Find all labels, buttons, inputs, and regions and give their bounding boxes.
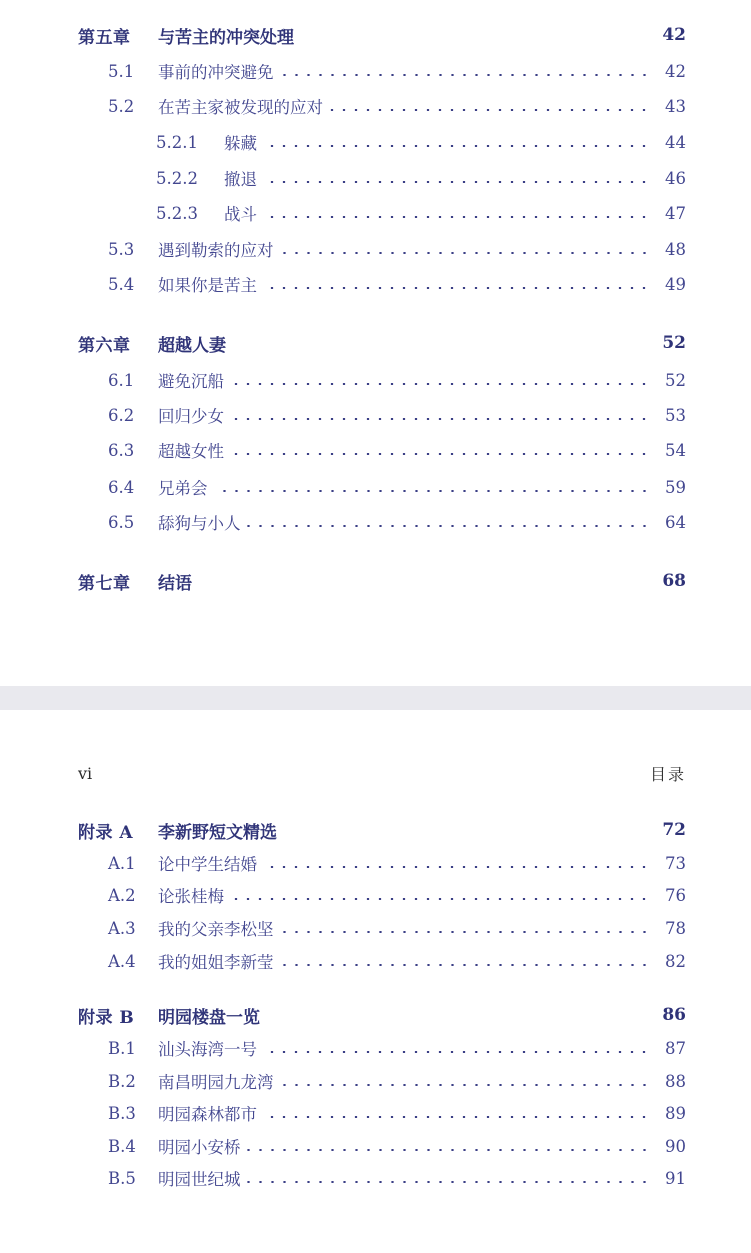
page-number: 89 bbox=[665, 1103, 686, 1123]
toc-section-entry[interactable] bbox=[78, 883, 686, 907]
dot-leader bbox=[329, 109, 650, 111]
toc-section-entry[interactable] bbox=[78, 1036, 686, 1060]
toc-chapter-entry[interactable] bbox=[78, 331, 686, 355]
toc-section-entry[interactable] bbox=[78, 438, 686, 462]
page-number: 47 bbox=[665, 203, 686, 223]
chapter-title: 与苦主的冲突处理 bbox=[158, 27, 294, 48]
page-number: 42 bbox=[662, 25, 686, 45]
page-number: 78 bbox=[665, 918, 686, 938]
section-title: 遇到勒索的应对 bbox=[158, 241, 274, 260]
appendix-number: 附录 B bbox=[78, 1007, 135, 1028]
page-number: 52 bbox=[665, 370, 686, 390]
section-title: 汕头海湾一号 bbox=[158, 1040, 257, 1059]
section-title: 超越女性 bbox=[158, 442, 224, 461]
toc-section-entry[interactable] bbox=[78, 475, 686, 499]
page-number: 43 bbox=[665, 96, 686, 116]
toc-appendix-entry[interactable] bbox=[78, 818, 686, 842]
section-title: 回归少女 bbox=[158, 407, 224, 426]
section-number: B.2 bbox=[108, 1071, 136, 1091]
section-number: B.3 bbox=[108, 1103, 136, 1123]
page-number: 87 bbox=[665, 1038, 686, 1058]
section-title: 论中学生结婚 bbox=[158, 855, 257, 874]
toc-section-entry[interactable] bbox=[78, 916, 686, 940]
dot-leader bbox=[230, 898, 650, 900]
section-number: B.1 bbox=[108, 1038, 136, 1058]
page-number: 76 bbox=[665, 885, 686, 905]
page-number: 59 bbox=[665, 477, 686, 497]
subsection-title: 战斗 bbox=[224, 205, 257, 224]
section-number: 6.2 bbox=[108, 405, 135, 425]
toc-section-entry[interactable] bbox=[78, 949, 686, 973]
dot-leader bbox=[280, 964, 651, 966]
section-number: A.2 bbox=[108, 885, 136, 905]
toc-subsection-entry[interactable] bbox=[78, 201, 686, 225]
section-title: 明园小安桥 bbox=[158, 1138, 241, 1157]
page-separator bbox=[0, 686, 751, 710]
section-title: 在苦主家被发现的应对 bbox=[158, 98, 323, 117]
toc-chapter-entry[interactable] bbox=[78, 569, 686, 593]
section-number: 5.4 bbox=[108, 274, 135, 294]
section-number: A.1 bbox=[108, 853, 136, 873]
subsection-title: 躲藏 bbox=[224, 134, 257, 153]
chapter-number: 第七章 bbox=[78, 573, 131, 594]
toc-section-entry[interactable] bbox=[78, 510, 686, 534]
section-title: 兄弟会 bbox=[158, 479, 208, 498]
appendix-number: 附录 A bbox=[78, 822, 134, 843]
appendix-title: 明园楼盘一览 bbox=[158, 1007, 260, 1028]
dot-leader bbox=[280, 252, 651, 254]
page-number: 42 bbox=[665, 61, 686, 81]
page-number: 88 bbox=[665, 1071, 686, 1091]
toc-section-entry[interactable] bbox=[78, 1134, 686, 1158]
section-title: 明园森林都市 bbox=[158, 1105, 257, 1124]
page-number: 48 bbox=[665, 239, 686, 259]
section-number: B.5 bbox=[108, 1168, 136, 1188]
chapter-number: 第六章 bbox=[78, 335, 131, 356]
section-number: A.3 bbox=[108, 918, 136, 938]
section-number: 6.5 bbox=[108, 512, 135, 532]
chapter-number: 第五章 bbox=[78, 27, 131, 48]
page-number: 91 bbox=[665, 1168, 686, 1188]
dot-leader bbox=[263, 1051, 650, 1053]
dot-leader bbox=[230, 418, 650, 420]
chapter-title: 结语 bbox=[158, 573, 192, 594]
toc-appendix-entry[interactable] bbox=[78, 1003, 686, 1027]
toc-section-entry[interactable] bbox=[78, 1069, 686, 1093]
section-number: 6.4 bbox=[108, 477, 135, 497]
header-section-title: 目录 bbox=[649, 764, 686, 784]
page-number: 46 bbox=[665, 168, 686, 188]
toc-chapter-entry[interactable] bbox=[78, 23, 686, 47]
page-number: 82 bbox=[665, 951, 686, 971]
toc-section-entry[interactable] bbox=[78, 94, 686, 118]
page-number: 53 bbox=[665, 405, 686, 425]
page-number: 52 bbox=[662, 333, 686, 353]
dot-leader bbox=[263, 145, 650, 147]
dot-leader bbox=[247, 1149, 651, 1151]
toc-section-entry[interactable] bbox=[78, 1166, 686, 1190]
page-number: 49 bbox=[665, 274, 686, 294]
subsection-number: 5.2.1 bbox=[156, 132, 198, 152]
dot-leader bbox=[263, 216, 650, 218]
dot-leader bbox=[263, 181, 650, 183]
page-number: 90 bbox=[665, 1136, 686, 1156]
section-title: 事前的冲突避免 bbox=[158, 63, 274, 82]
section-title: 如果你是苦主 bbox=[158, 276, 257, 295]
page-roman-number: vi bbox=[78, 763, 93, 783]
dot-leader bbox=[247, 525, 651, 527]
toc-section-entry[interactable] bbox=[78, 237, 686, 261]
appendix-title: 李新野短文精选 bbox=[158, 822, 277, 843]
chapter-title: 超越人妻 bbox=[158, 335, 226, 356]
page-number: 72 bbox=[662, 820, 686, 840]
page-number: 68 bbox=[662, 571, 686, 591]
dot-leader bbox=[263, 287, 650, 289]
page-number: 86 bbox=[662, 1005, 686, 1025]
dot-leader bbox=[263, 866, 650, 868]
toc-subsection-entry[interactable] bbox=[78, 166, 686, 190]
toc-section-entry[interactable] bbox=[78, 59, 686, 83]
section-title: 论张桂梅 bbox=[158, 887, 224, 906]
page-number: 54 bbox=[665, 440, 686, 460]
toc-section-entry[interactable] bbox=[78, 272, 686, 296]
subsection-number: 5.2.2 bbox=[156, 168, 198, 188]
section-title: 我的父亲李松坚 bbox=[158, 920, 274, 939]
section-title: 避免沉船 bbox=[158, 372, 224, 391]
section-number: 5.3 bbox=[108, 239, 135, 259]
section-number: A.4 bbox=[108, 951, 136, 971]
running-header bbox=[78, 762, 686, 784]
dot-leader bbox=[263, 1116, 650, 1118]
section-number: 5.2 bbox=[108, 96, 135, 116]
section-title: 我的姐姐李新莹 bbox=[158, 953, 274, 972]
subsection-number: 5.2.3 bbox=[156, 203, 198, 223]
dot-leader bbox=[280, 74, 651, 76]
section-number: 6.3 bbox=[108, 440, 135, 460]
dot-leader bbox=[214, 490, 651, 492]
toc-section-entry[interactable] bbox=[78, 368, 686, 392]
dot-leader bbox=[280, 931, 651, 933]
toc-section-entry[interactable] bbox=[78, 403, 686, 427]
section-title: 舔狗与小人 bbox=[158, 514, 241, 533]
section-title: 南昌明园九龙湾 bbox=[158, 1073, 274, 1092]
section-title: 明园世纪城 bbox=[158, 1170, 241, 1189]
dot-leader bbox=[230, 383, 650, 385]
dot-leader bbox=[247, 1181, 651, 1183]
page-number: 73 bbox=[665, 853, 686, 873]
dot-leader bbox=[280, 1084, 651, 1086]
section-number: 5.1 bbox=[108, 61, 135, 81]
section-number: B.4 bbox=[108, 1136, 136, 1156]
section-number: 6.1 bbox=[108, 370, 135, 390]
subsection-title: 撤退 bbox=[224, 170, 257, 189]
toc-section-entry[interactable] bbox=[78, 1101, 686, 1125]
page-number: 64 bbox=[665, 512, 686, 532]
dot-leader bbox=[230, 453, 650, 455]
page-number: 44 bbox=[665, 132, 686, 152]
toc-section-entry[interactable] bbox=[78, 851, 686, 875]
toc-subsection-entry[interactable] bbox=[78, 130, 686, 154]
